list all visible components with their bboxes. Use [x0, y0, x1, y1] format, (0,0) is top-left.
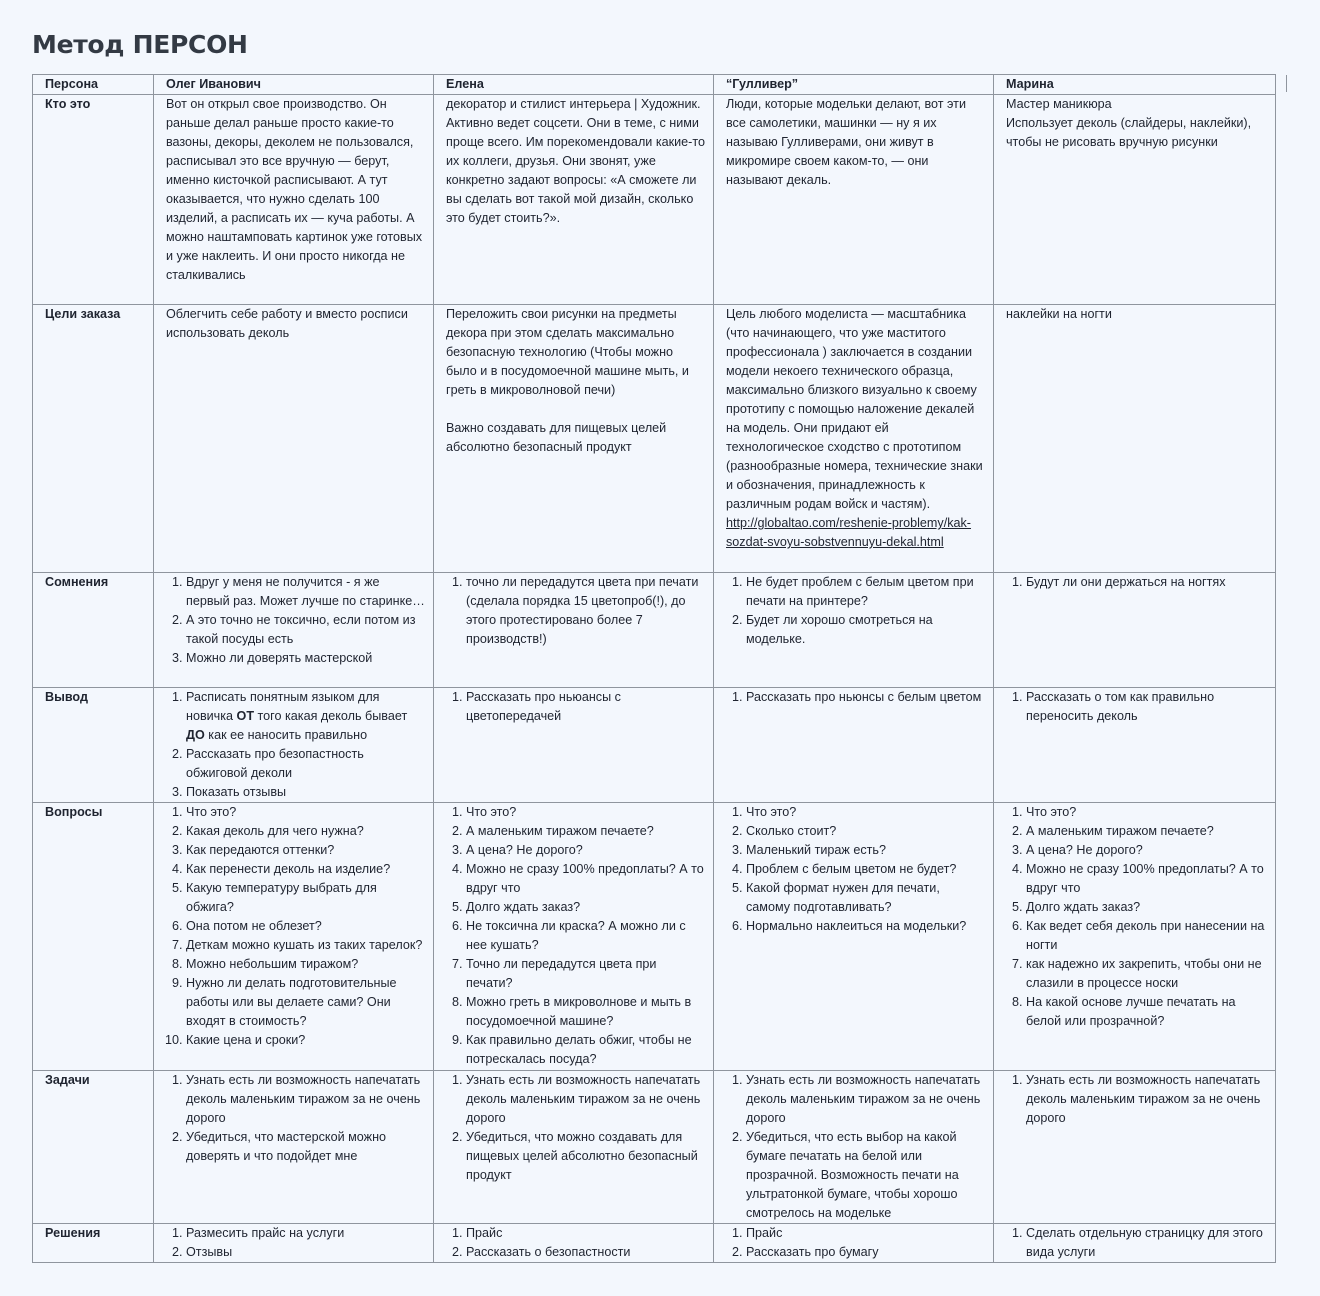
list-item: 4. Можно не сразу 100% предоплаты? А то вдруг что: [466, 860, 705, 898]
row-label-goals: Цели заказа: [33, 305, 154, 573]
list-item: 5. Долго ждать заказ?: [1026, 898, 1267, 917]
elena-goal-2: Важно создавать для пищевых целей абсолютно безопасный продукт: [446, 421, 667, 454]
table-header-row: [33, 75, 1276, 95]
numbered-list: [726, 1071, 985, 1223]
cell-questions-gulliver: [714, 803, 994, 1071]
cell-solutions-marina: [994, 1224, 1276, 1263]
row-label-solutions: Решения: [33, 1224, 154, 1263]
cell-doubts-marina: [994, 573, 1276, 688]
cell-questions-elena: [434, 803, 714, 1071]
cell-tasks-gulliver: [714, 1071, 994, 1224]
list-item: 1. Узнать есть ли возможность напечатать деколь маленьким тиражом за не очень дорого: [1026, 1071, 1267, 1128]
list-item: 2. Убедиться, что можно создавать для пищевых целей абсолютно безопасный продукт: [466, 1128, 705, 1185]
numbered-list: [1006, 803, 1267, 1031]
list-item: 1. Не будет проблем с белым цветом при печати на принтере?: [746, 573, 985, 611]
row-label-who: Кто это: [33, 95, 154, 305]
numbered-list: [446, 803, 705, 1069]
header-elena: Елена: [434, 75, 714, 95]
cell-tasks-elena: [434, 1071, 714, 1224]
row-conclusion: [33, 688, 1276, 803]
row-solutions: [33, 1224, 1276, 1263]
cell-goals-oleg: Облегчить себе работу и вместо росписи использовать деколь: [154, 305, 434, 573]
row-who: [33, 95, 1276, 305]
list-item: 8. Можно греть в микроволнове и мыть в посудомоечной машине?: [466, 993, 705, 1031]
list-item: 5. Долго ждать заказ?: [466, 898, 705, 917]
cell-solutions-gulliver: [714, 1224, 994, 1263]
cell-solutions-oleg: [154, 1224, 434, 1263]
numbered-list: [446, 1224, 705, 1262]
list-item: 1. точно ли передадутся цвета при печати (сделала порядка 15 цветопроб(!), до этого протестировано более 7 производств!): [466, 573, 705, 649]
row-questions: [33, 803, 1276, 1071]
cell-tasks-oleg: [154, 1071, 434, 1224]
list-item: 5. Какой формат нужен для печати, самому подготавливать?: [746, 879, 985, 917]
elena-goal-1: Переложить свои рисунки на предметы декора при этом сделать максимально безопасную технологию (Чтобы можно было и в посудомоечной машине мыть, и греть в микроволновой печи): [446, 307, 689, 397]
list-item: 1. Рассказать про ньюнсы с белым цветом: [746, 688, 985, 707]
list-item: 1. Что это?: [466, 803, 705, 822]
list-item: 2. А это точно не токсично, если потом из такой посуды есть: [186, 611, 425, 649]
list-item: 1. Рассказать о том как правильно переносить деколь: [1026, 688, 1267, 726]
list-item: 10. Какие цена и сроки?: [186, 1031, 425, 1050]
row-doubts: [33, 573, 1276, 688]
row-tasks: [33, 1071, 1276, 1224]
list-item: 1. Что это?: [1026, 803, 1267, 822]
numbered-list: [446, 1071, 705, 1185]
cell-conclusion-gulliver: [714, 688, 994, 803]
cell-who-marina: [994, 95, 1276, 305]
marina-who-line-2: Использует деколь (слайдеры, наклейки), чтобы не рисовать вручную рисунки: [1006, 116, 1252, 149]
list-item: 6. Она потом не облезет?: [186, 917, 425, 936]
column-resize-marker[interactable]: [1286, 75, 1287, 92]
row-label-tasks: Задачи: [33, 1071, 154, 1224]
cell-tasks-marina: [994, 1071, 1276, 1224]
list-item: 8. Можно небольшим тиражом?: [186, 955, 425, 974]
row-label-conclusion: Вывод: [33, 688, 154, 803]
list-item: 1. Рассказать про ньюансы с цветопередачей: [466, 688, 705, 726]
cell-questions-marina: [994, 803, 1276, 1071]
list-item: 1. Прайс: [746, 1224, 985, 1243]
list-item: 1. Что это?: [746, 803, 985, 822]
row-goals: [33, 305, 1276, 573]
cell-goals-marina: наклейки на ногти: [994, 305, 1276, 573]
row-label-doubts: Сомнения: [33, 573, 154, 688]
numbered-list: [1006, 573, 1267, 592]
list-item: 1. Что это?: [186, 803, 425, 822]
list-item: 1. Расписать понятным языком для новичка ОТ того какая деколь бывает ДО как ее наносить правильно: [186, 688, 425, 745]
cell-goals-elena: [434, 305, 714, 573]
row-label-questions: Вопросы: [33, 803, 154, 1071]
numbered-list: [1006, 1224, 1267, 1262]
list-item: 3. Как передаются оттенки?: [186, 841, 425, 860]
numbered-list: [166, 803, 425, 1050]
numbered-list: [726, 803, 985, 936]
numbered-list: [1006, 1071, 1267, 1128]
list-item: 5. Какую температуру выбрать для обжига?: [186, 879, 425, 917]
cell-doubts-oleg: [154, 573, 434, 688]
list-item: 6. Как ведет себя деколь при нанесении на ногти: [1026, 917, 1267, 955]
oleg-conclusion-list: [166, 688, 425, 802]
list-item: 2. А маленьким тиражом печаете?: [1026, 822, 1267, 841]
list-item: 3. Маленький тираж есть?: [746, 841, 985, 860]
header-marina: Марина: [994, 75, 1276, 95]
list-item: 2. Сколько стоит?: [746, 822, 985, 841]
page-title: Метод ПЕРСОН: [32, 30, 248, 59]
cell-conclusion-marina: [994, 688, 1276, 803]
numbered-list: [166, 573, 425, 668]
list-item: 6. Нормально наклеиться на модельки?: [746, 917, 985, 936]
list-item: 2. А маленьким тиражом печаете?: [466, 822, 705, 841]
cell-who-gulliver: Люди, которые модельки делают, вот эти все самолетики, машинки — ну я их называю Гулливерами, они живут в микромире своем каком-то, — они называют декаль.: [714, 95, 994, 305]
list-item: 1. Узнать есть ли возможность напечатать деколь маленьким тиражом за не очень дорого: [466, 1071, 705, 1128]
cell-doubts-elena: [434, 573, 714, 688]
list-item: 4. Как перенести деколь на изделие?: [186, 860, 425, 879]
list-item: 4. Можно не сразу 100% предоплаты? А то вдруг что: [1026, 860, 1267, 898]
numbered-list: [726, 573, 985, 649]
list-item: 3. А цена? Не дорого?: [1026, 841, 1267, 860]
list-item: 7. как надежно их закрепить, чтобы они не слазили в процессе носки: [1026, 955, 1267, 993]
numbered-list: [726, 688, 985, 707]
list-item: 2. Рассказать про безопастность обжиговой деколи: [186, 745, 425, 783]
list-item: 2. Какая деколь для чего нужна?: [186, 822, 425, 841]
list-item: 1. Прайс: [466, 1224, 705, 1243]
marina-who-line-1: Мастер маникюра: [1006, 97, 1112, 111]
list-item: 2. Убедиться, что мастерской можно доверять и что подойдет мне: [186, 1128, 425, 1166]
cell-who-oleg: Вот он открыл свое производство. Он раньше делал раньше просто какие-то вазоны, декоры, деколем не пользовался, расписывал это все вручную — берут, именно кисточкой расписывают. А тут оказывается, что нужно сделать 100 изделий, а расписать их — куча работы. А можно наштамповать картинок уже готовых и уже наклеить. И они просто никогда не сталкивались: [154, 95, 434, 305]
list-item: 2. Отзывы: [186, 1243, 425, 1262]
cell-solutions-elena: [434, 1224, 714, 1263]
numbered-list: [166, 1071, 425, 1166]
gulliver-goal-link[interactable]: http://globaltao.com/reshenie-problemy/kak-sozdat-svoyu-sobstvennuyu-dekal.html: [726, 516, 972, 549]
cell-questions-oleg: [154, 803, 434, 1071]
list-item: 4. Проблем с белым цветом не будет?: [746, 860, 985, 879]
list-item: 2. Будет ли хорошо смотреться на модельке.: [746, 611, 985, 649]
list-item: 3. Показать отзывы: [186, 783, 425, 802]
cell-doubts-gulliver: [714, 573, 994, 688]
list-item: 1. Размесить прайс на услуги: [186, 1224, 425, 1243]
numbered-list: [166, 1224, 425, 1262]
list-item: 7. Деткам можно кушать из таких тарелок?: [186, 936, 425, 955]
list-item: 8. На какой основе лучше печатать на белой или прозрачной?: [1026, 993, 1267, 1031]
header-gulliver: “Гулливер”: [714, 75, 994, 95]
list-item: 9. Нужно ли делать подготовительные работы или вы делаете сами? Они входят в стоимость?: [186, 974, 425, 1031]
list-item: 2. Рассказать о безопастности: [466, 1243, 705, 1262]
list-item: 2. Убедиться, что есть выбор на какой бумаге печатать на белой или прозрачной. Возможность печати на ультратонкой бумаге, чтобы хорошо смотрелось на модельке: [746, 1128, 985, 1223]
list-item: 2. Рассказать про бумагу: [746, 1243, 985, 1262]
cell-conclusion-oleg: [154, 688, 434, 803]
numbered-list: [446, 573, 705, 649]
list-item: 1. Узнать есть ли возможность напечатать деколь маленьким тиражом за не очень дорого: [186, 1071, 425, 1128]
list-item: 1. Будут ли они держаться на ногтях: [1026, 573, 1267, 592]
list-item: 9. Как правильно делать обжиг, чтобы не потрескалась посуда?: [466, 1031, 705, 1069]
list-item: 6. Не токсична ли краска? А можно ли с нее кушать?: [466, 917, 705, 955]
cell-conclusion-elena: [434, 688, 714, 803]
cell-goals-gulliver: [714, 305, 994, 573]
gulliver-goal-text: Цель любого моделиста — масштабника (что начинающего, что уже маститого профессионала ) заключается в создании модели некоего технического образца, максимально близкого визуально к своему прототипу с помощью наложение декалей на модель. Они придают ей технологическое сходство с прототипом (разнообразные номера, технические знаки и обозначения, принадлежность к различным родам войск и частям).: [726, 307, 983, 511]
numbered-list: [446, 688, 705, 726]
list-item: 1. Вдруг у меня не получится - я же первый раз. Может лучше по старинке…: [186, 573, 425, 611]
numbered-list: [1006, 688, 1267, 726]
list-item: 1. Узнать есть ли возможность напечатать деколь маленьким тиражом за не очень дорого: [746, 1071, 985, 1128]
list-item: 7. Точно ли передадутся цвета при печати?: [466, 955, 705, 993]
header-persona: Персона: [33, 75, 154, 95]
header-oleg: Олег Иванович: [154, 75, 434, 95]
list-item: 3. А цена? Не дорого?: [466, 841, 705, 860]
persona-table: [32, 74, 1276, 1263]
numbered-list: [726, 1224, 985, 1262]
list-item: 3. Можно ли доверять мастерской: [186, 649, 425, 668]
list-item: 1. Сделать отдельную страницку для этого вида услуги: [1026, 1224, 1267, 1262]
cell-who-elena: декоратор и стилист интерьера | Художник. Активно ведет соцсети. Они в теме, с ними проще всего. Им порекомендовали какие-то их коллеги, друзья. Они звонят, уже конкретно задают вопросы: «А сможете ли вы сделать вот такой мой дизайн, сколько это будет стоить?».: [434, 95, 714, 305]
